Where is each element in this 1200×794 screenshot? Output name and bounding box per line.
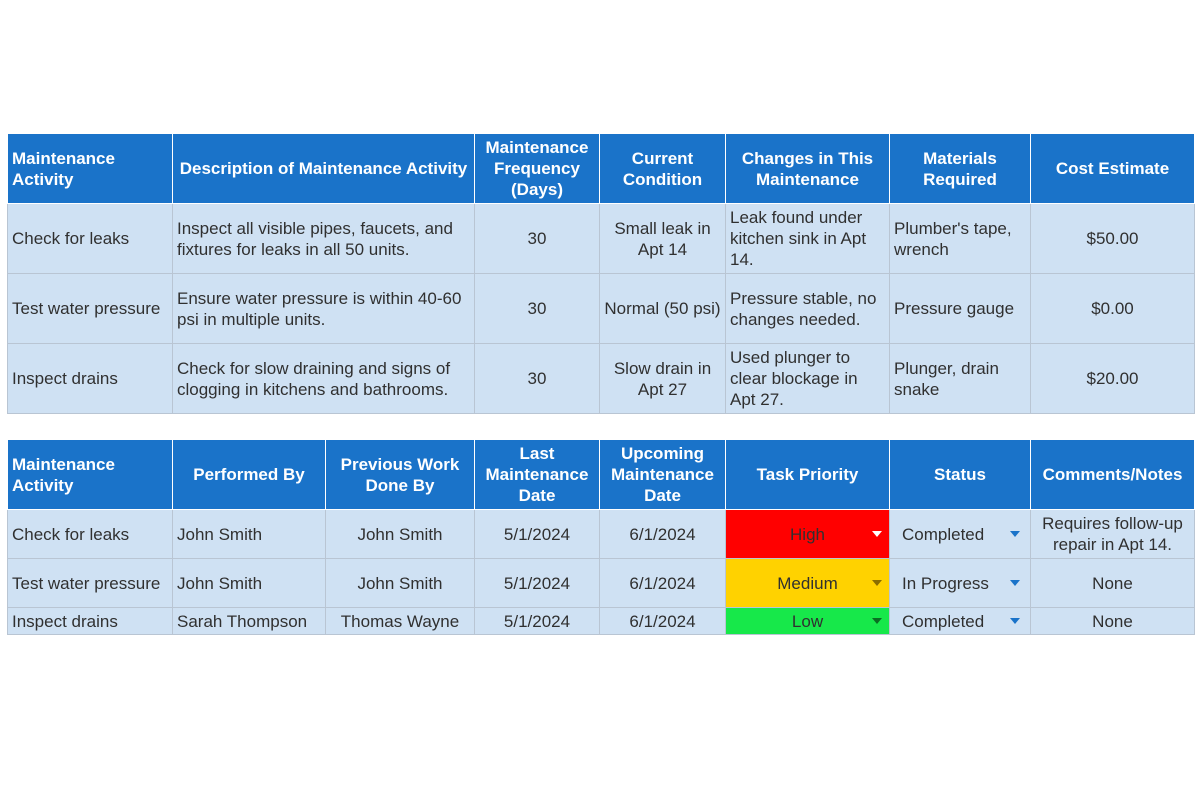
table-row: [8, 608, 1195, 635]
table-header-row: [8, 134, 1195, 204]
cell-previous-by[interactable]: John Smith: [326, 559, 475, 608]
header-upcoming-maintenance-date[interactable]: Upcoming Maintenance Date: [600, 440, 726, 510]
cell-materials[interactable]: Plumber's tape, wrench: [890, 204, 1031, 274]
table-row: [8, 204, 1195, 274]
table-row: [8, 274, 1195, 344]
header-maintenance-activity[interactable]: Maintenance Activity: [8, 134, 173, 204]
dropdown-arrow-icon[interactable]: [872, 618, 882, 624]
cell-changes[interactable]: Used plunger to clear blockage in Apt 27.: [726, 344, 890, 414]
cell-activity[interactable]: Test water pressure: [8, 274, 173, 344]
cell-changes[interactable]: Pressure stable, no changes needed.: [726, 274, 890, 344]
cell-materials[interactable]: Plunger, drain snake: [890, 344, 1031, 414]
status-dropdown[interactable]: [890, 608, 1031, 635]
header-cost-estimate[interactable]: Cost Estimate: [1031, 134, 1195, 204]
cell-last-date[interactable]: 5/1/2024: [475, 608, 600, 635]
table-header-row: [8, 440, 1195, 510]
cell-description[interactable]: Inspect all visible pipes, faucets, and fixtures for leaks in all 50 units.: [173, 204, 475, 274]
status-value: Completed: [902, 611, 985, 631]
cell-upcoming-date[interactable]: 6/1/2024: [600, 559, 726, 608]
cell-condition[interactable]: Small leak in Apt 14: [600, 204, 726, 274]
cell-cost[interactable]: $50.00: [1031, 204, 1195, 274]
cell-performed-by[interactable]: Sarah Thompson: [173, 608, 326, 635]
dropdown-arrow-icon[interactable]: [872, 531, 882, 537]
cell-performed-by[interactable]: John Smith: [173, 510, 326, 559]
cell-performed-by[interactable]: John Smith: [173, 559, 326, 608]
dropdown-arrow-icon[interactable]: [1010, 618, 1020, 624]
cell-description[interactable]: Check for slow draining and signs of clogging in kitchens and bathrooms.: [173, 344, 475, 414]
cell-frequency[interactable]: 30: [475, 204, 600, 274]
cell-description[interactable]: Ensure water pressure is within 40-60 psi in multiple units.: [173, 274, 475, 344]
status-dropdown[interactable]: [890, 510, 1031, 559]
header-task-priority[interactable]: Task Priority: [726, 440, 890, 510]
header-current-condition[interactable]: Current Condition: [600, 134, 726, 204]
cell-upcoming-date[interactable]: 6/1/2024: [600, 608, 726, 635]
header-status[interactable]: Status: [890, 440, 1031, 510]
priority-dropdown[interactable]: [726, 559, 890, 608]
priority-dropdown[interactable]: [726, 608, 890, 635]
cell-cost[interactable]: $20.00: [1031, 344, 1195, 414]
header-description[interactable]: Description of Maintenance Activity: [173, 134, 475, 204]
dropdown-arrow-icon[interactable]: [1010, 580, 1020, 586]
cell-notes[interactable]: Requires follow-up repair in Apt 14.: [1031, 510, 1195, 559]
cell-last-date[interactable]: 5/1/2024: [475, 559, 600, 608]
status-dropdown[interactable]: [890, 559, 1031, 608]
cell-notes[interactable]: None: [1031, 608, 1195, 635]
cell-upcoming-date[interactable]: 6/1/2024: [600, 510, 726, 559]
priority-value: Medium: [777, 573, 838, 593]
cell-frequency[interactable]: 30: [475, 344, 600, 414]
cell-last-date[interactable]: 5/1/2024: [475, 510, 600, 559]
cell-previous-by[interactable]: Thomas Wayne: [326, 608, 475, 635]
header-previous-work-done-by[interactable]: Previous Work Done By: [326, 440, 475, 510]
cell-notes[interactable]: None: [1031, 559, 1195, 608]
header-last-maintenance-date[interactable]: Last Maintenance Date: [475, 440, 600, 510]
cell-activity[interactable]: Test water pressure: [8, 559, 173, 608]
header-changes[interactable]: Changes in This Maintenance: [726, 134, 890, 204]
header-maintenance-activity[interactable]: Maintenance Activity: [8, 440, 173, 510]
dropdown-arrow-icon[interactable]: [872, 580, 882, 586]
cell-previous-by[interactable]: John Smith: [326, 510, 475, 559]
status-value: In Progress: [902, 573, 989, 593]
priority-dropdown[interactable]: [726, 510, 890, 559]
cell-activity[interactable]: Check for leaks: [8, 510, 173, 559]
cell-activity[interactable]: Check for leaks: [8, 204, 173, 274]
cell-changes[interactable]: Leak found under kitchen sink in Apt 14.: [726, 204, 890, 274]
maintenance-activity-table: [7, 133, 1195, 414]
header-frequency[interactable]: Maintenance Frequency (Days): [475, 134, 600, 204]
status-value: Completed: [902, 524, 985, 544]
priority-value: Low: [791, 611, 824, 631]
cell-frequency[interactable]: 30: [475, 274, 600, 344]
cell-activity[interactable]: Inspect drains: [8, 608, 173, 635]
cell-condition[interactable]: Slow drain in Apt 27: [600, 344, 726, 414]
priority-value: High: [790, 524, 825, 544]
header-performed-by[interactable]: Performed By: [173, 440, 326, 510]
dropdown-arrow-icon[interactable]: [1010, 531, 1020, 537]
maintenance-schedule-table: [7, 439, 1195, 635]
cell-cost[interactable]: $0.00: [1031, 274, 1195, 344]
table-row: [8, 344, 1195, 414]
cell-materials[interactable]: Pressure gauge: [890, 274, 1031, 344]
header-comments-notes[interactable]: Comments/Notes: [1031, 440, 1195, 510]
header-materials[interactable]: Materials Required: [890, 134, 1031, 204]
table-row: [8, 510, 1195, 559]
cell-activity[interactable]: Inspect drains: [8, 344, 173, 414]
cell-condition[interactable]: Normal (50 psi): [600, 274, 726, 344]
table-row: [8, 559, 1195, 608]
